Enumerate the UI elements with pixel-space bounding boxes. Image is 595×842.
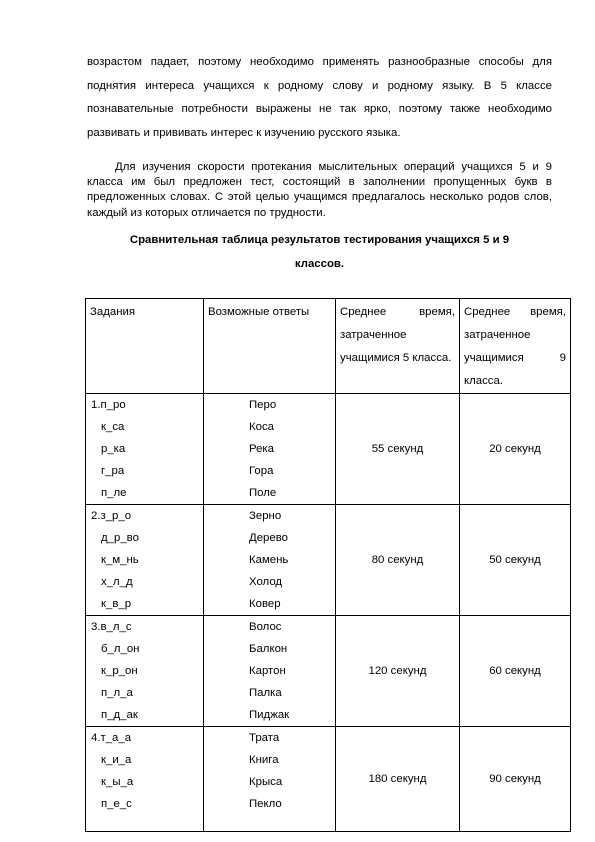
- time-grade-9-cell: 90 секунд: [460, 727, 571, 832]
- answer-word: Трата: [249, 732, 280, 744]
- answers-cell: [204, 616, 336, 727]
- time-grade-5-cell: 80 секунд: [336, 505, 460, 616]
- task-word: к_м_нь: [101, 554, 139, 566]
- results-table: [85, 298, 571, 832]
- table-caption-line-2: классов.: [294, 258, 345, 270]
- task-word: р_ка: [101, 443, 126, 455]
- task-word: б_л_он: [101, 643, 140, 655]
- task-word: к_в_р: [101, 598, 132, 610]
- paragraph-2: Для изучения скорости протекания мыслительных операций учащихся 5 и 9 класса им был предложен тест, состоящий в заполнении пропущенных букв в предложенных словах. С этой целью учащимся предлагалось несколько родов слов, каждый из которых отличается по трудности.: [87, 161, 552, 219]
- task-cell: [86, 394, 204, 505]
- table-caption-line-1: Сравнительная таблица результатов тестирования учащихся 5 и 9: [129, 234, 510, 246]
- answer-word: Пиджак: [249, 709, 290, 721]
- answer-word: Крыса: [249, 776, 283, 788]
- task-word: д_р_во: [101, 532, 139, 544]
- task-cell: [86, 616, 204, 727]
- task-word: к_и_а: [101, 754, 132, 766]
- table-row: [86, 727, 571, 832]
- time-grade-9-cell: 20 секунд: [460, 394, 571, 505]
- answers-cell: [204, 505, 336, 616]
- header-time-grade-9: Среднее время, затраченное учащимися 9 класса.: [460, 299, 571, 394]
- task-word: п_л_а: [101, 687, 133, 699]
- header-answers: Возможные ответы: [204, 299, 336, 394]
- answer-word: Поле: [249, 487, 277, 499]
- task-word: к_са: [101, 421, 125, 433]
- header-time-grade-5: Среднее время, затраченное учащимися 5 класса.: [336, 299, 460, 394]
- task-word: 2.з_р_о: [91, 510, 132, 522]
- header-tasks: Задания: [86, 299, 204, 394]
- table-row: [86, 505, 571, 616]
- task-word: п_е_с: [101, 798, 132, 810]
- answer-word: Перо: [249, 399, 277, 411]
- time-grade-9-cell: 60 секунд: [460, 616, 571, 727]
- answer-word: Холод: [249, 576, 283, 588]
- answer-word: Коса: [249, 421, 275, 433]
- table-row: [86, 616, 571, 727]
- answer-word: Книга: [249, 754, 279, 766]
- task-word: 3.в_л_с: [91, 621, 132, 633]
- task-word: г_ра: [101, 465, 125, 477]
- task-word: 1.п_ро: [91, 399, 126, 411]
- answers-cell: [204, 394, 336, 505]
- task-word: к_р_он: [101, 665, 138, 677]
- time-grade-9-cell: 50 секунд: [460, 505, 571, 616]
- task-word: п_д_ак: [101, 709, 138, 721]
- answers-cell: [204, 727, 336, 832]
- answer-word: Камень: [249, 554, 289, 566]
- answer-word: Гора: [249, 465, 274, 477]
- task-cell: [86, 505, 204, 616]
- answer-word: Зерно: [249, 510, 282, 522]
- answer-word: Ковер: [249, 598, 281, 610]
- paragraph-1: возрастом падает, поэтому необходимо применять разнообразные способы для поднятия интереса учащихся к родному слову и родному языку. В 5 классе познавательные потребности выражены не так ярко, поэтому также необходимо развивать и прививать интерес к изучению русского языка.: [87, 56, 552, 139]
- task-cell: [86, 727, 204, 832]
- time-grade-5-cell: 120 секунд: [336, 616, 460, 727]
- task-word: к_ы_а: [101, 776, 134, 788]
- task-word: п_ле: [101, 487, 127, 499]
- answer-word: Дерево: [249, 532, 288, 544]
- task-word: х_л_д: [101, 576, 133, 588]
- answer-word: Пекло: [249, 798, 282, 810]
- task-word: 4.т_а_а: [91, 732, 132, 744]
- answer-word: Палка: [249, 687, 282, 699]
- time-grade-5-cell: 55 секунд: [336, 394, 460, 505]
- table-row: [86, 394, 571, 505]
- answer-word: Картон: [249, 665, 286, 677]
- answer-word: Река: [249, 443, 275, 455]
- answer-word: Балкон: [249, 643, 288, 655]
- table-header-row: [86, 299, 571, 394]
- answer-word: Волос: [249, 621, 282, 633]
- time-grade-5-cell: 180 секунд: [336, 727, 460, 832]
